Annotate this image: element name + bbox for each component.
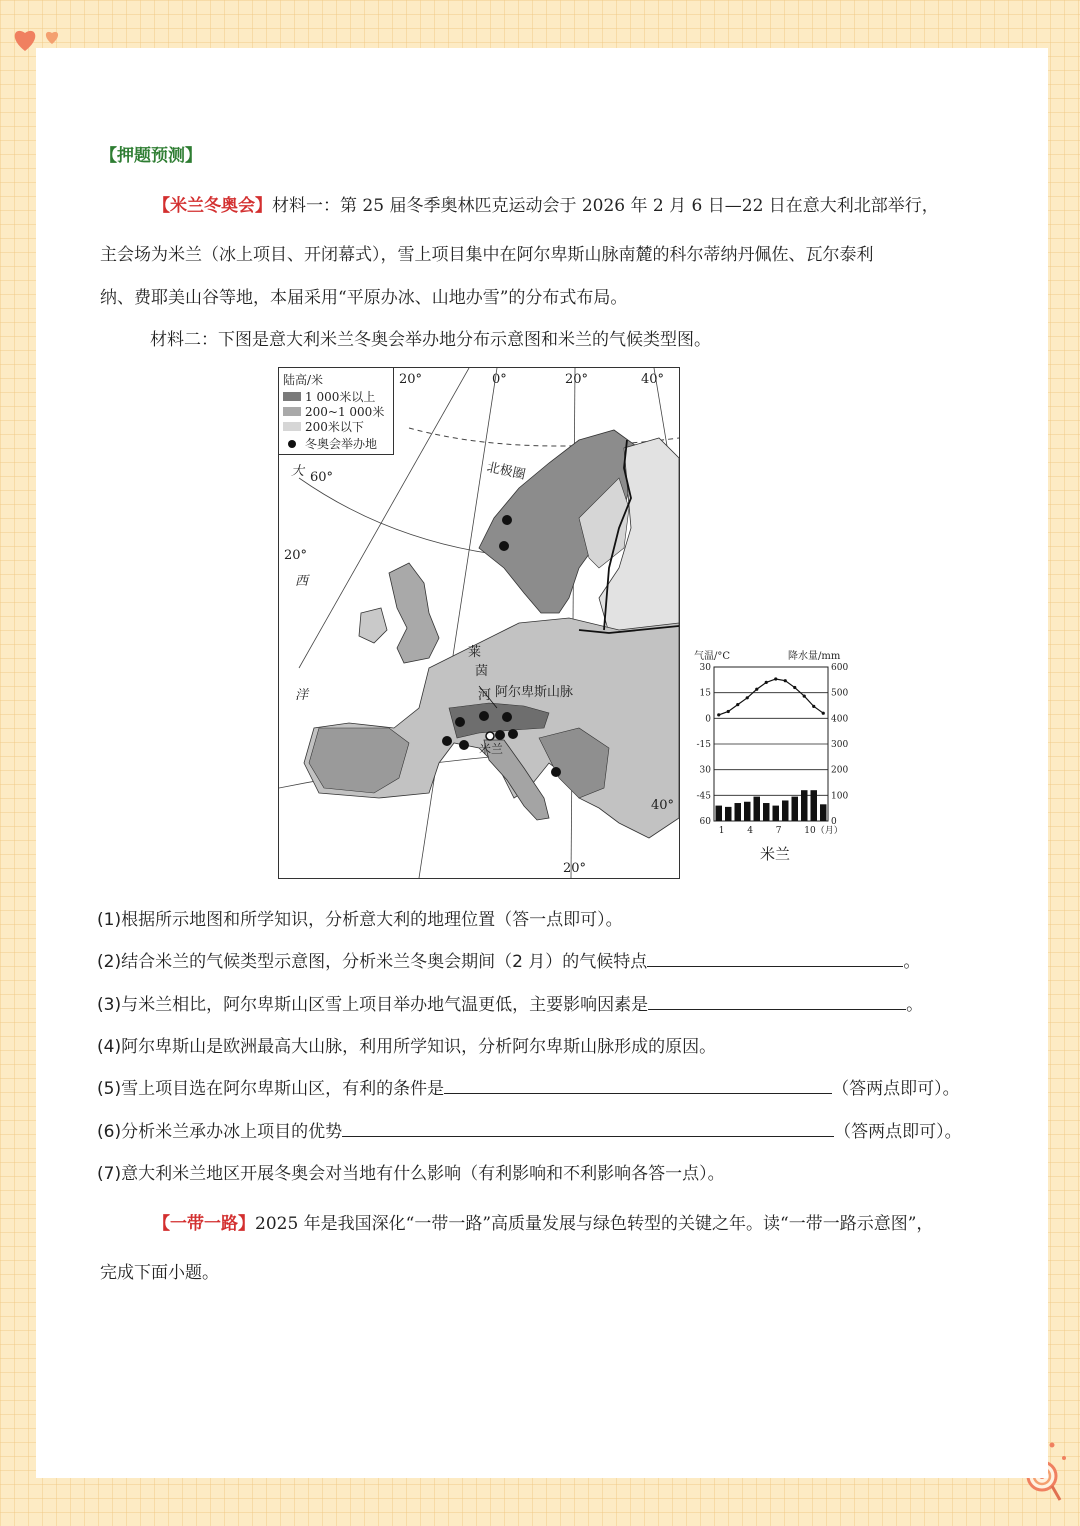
- temperature-point: [717, 713, 720, 716]
- question-7: (7)意大利米兰地区开展冬奥会对当地有什么影响（有利影响和不利影响各答一点）。: [97, 1164, 725, 1184]
- lon-label-40e: 40°: [641, 372, 665, 387]
- precip-bar: [763, 803, 770, 821]
- precip-tick-label: 0: [831, 817, 837, 827]
- temperature-point: [755, 688, 758, 691]
- temp-tick-label: -15: [696, 740, 711, 750]
- temperature-point: [746, 696, 749, 699]
- precip-bar: [801, 790, 808, 821]
- precip-bar: [754, 797, 761, 821]
- precip-bar: [725, 807, 732, 821]
- temperature-point: [765, 681, 768, 684]
- milan-climate-chart: [692, 645, 862, 870]
- legend-swatch-high: [283, 392, 301, 401]
- temp-tick-label: 30: [699, 663, 711, 673]
- rhine-label-char3: 河: [478, 688, 492, 703]
- rhine-label-char2: 茵: [475, 664, 489, 679]
- rhine-label-char1: 莱: [468, 645, 482, 660]
- temperature-line: [719, 679, 824, 715]
- alps-label: 阿尔卑斯山脉: [495, 685, 574, 700]
- precip-bar: [735, 803, 742, 821]
- precip-bar: [782, 800, 789, 821]
- temperature-point: [774, 677, 777, 680]
- precip-tick-label: 200: [831, 765, 849, 776]
- temp-tick-label: 15: [699, 688, 711, 699]
- legend-label-high: 1 000米以上: [305, 390, 376, 404]
- arctic-circle-line: [409, 428, 679, 446]
- material2-paragraph: 材料二：下图是意大利米兰冬奥会举办地分布示意图和米兰的气候类型图。: [150, 330, 711, 350]
- legend-venue-dot-icon: [288, 440, 296, 448]
- precip-bar: [792, 797, 799, 821]
- map-legend: [279, 368, 394, 455]
- precip-axis-label: 降水量/mm: [788, 651, 841, 662]
- lon-label-0: 0°: [492, 372, 507, 387]
- precip-bar: [773, 806, 780, 821]
- legend-label-mid: 200~1 000米: [305, 405, 385, 419]
- ocean-label-char2: 西: [295, 574, 309, 589]
- precip-tick-label: 600: [831, 663, 849, 673]
- climate-chart-svg: [692, 645, 862, 870]
- question-3: (3)与米兰相比，阿尔卑斯山区雪上项目举办地气温更低，主要影响因素是 。: [97, 995, 924, 1015]
- legend-swatch-mid: [283, 407, 301, 416]
- answer-blank-2[interactable]: [647, 952, 903, 967]
- temperature-point: [793, 686, 796, 689]
- precip-bar: [820, 804, 827, 821]
- topic1-paragraph-line3: 纳、费耶美山谷等地，本届采用“平原办冰、山地办雪”的分布式布局。: [100, 288, 628, 308]
- topic1-paragraph-line1: 【米兰冬奥会】材料一：第 25 届冬季奥林匹克运动会于 2026 年 2 月 6 日—22 日在意大利北部举行，: [153, 196, 939, 216]
- lon-label-20e-bottom: 20°: [563, 861, 587, 876]
- lat-label-60: 60°: [310, 470, 334, 485]
- temp-axis-label: 气温/°C: [694, 651, 731, 662]
- arctic-circle-label: 北极圈: [485, 460, 527, 483]
- question-5: (5)雪上项目选在阿尔卑斯山区，有利的条件是 （答两点即可）。: [97, 1079, 960, 1099]
- topic2-paragraph-line2: 完成下面小题。: [100, 1263, 219, 1283]
- ocean-label-char1: 大: [291, 464, 305, 479]
- legend-swatch-low: [283, 422, 301, 431]
- europe-map: [278, 367, 680, 879]
- answer-blank-6[interactable]: [342, 1122, 834, 1137]
- temperature-point: [803, 694, 806, 697]
- temp-tick-label: -45: [696, 791, 711, 802]
- precip-tick-label: 100: [831, 791, 849, 802]
- month-tick-label: 10（月）: [804, 826, 843, 836]
- answer-blank-5[interactable]: [444, 1079, 832, 1094]
- lon-label-20e: 20°: [565, 372, 589, 387]
- british-isles-landmass: [389, 563, 439, 663]
- temp-tick-label: 60: [699, 817, 711, 827]
- section-tag: 【押题预测】: [100, 146, 202, 166]
- topic1-tag: 【米兰冬奥会】: [153, 196, 272, 216]
- month-tick-label: 1: [718, 826, 725, 836]
- topic2-paragraph-line1: 【一带一路】2025 年是我国深化“一带一路”高质量发展与绿色转型的关键之年。读“一带一路示意图”，: [153, 1214, 934, 1234]
- question-6: (6)分析米兰承办冰上项目的优势 （答两点即可）。: [97, 1122, 962, 1142]
- month-tick-label: 7: [775, 826, 782, 836]
- temperature-point: [812, 705, 815, 708]
- precip-bar: [716, 806, 723, 821]
- month-tick-label: 4: [747, 826, 753, 836]
- temperature-point: [822, 712, 825, 715]
- ocean-label-char3: 洋: [295, 688, 309, 703]
- question-2: (2)结合米兰的气候类型示意图，分析米兰冬奥会期间（2 月）的气候特点 。: [97, 952, 921, 972]
- milan-map-label: 米兰: [479, 742, 504, 756]
- milan-marker: [486, 732, 494, 740]
- topic1-paragraph-line2: 主会场为米兰（冰上项目、开闭幕式），雪上项目集中在阿尔卑斯山脉南麓的科尔蒂纳丹佩佐、瓦尔泰利: [100, 245, 874, 265]
- legend-title: 陆高/米: [283, 373, 324, 387]
- precip-bar: [744, 802, 751, 821]
- question-1: (1)根据所示地图和所学知识，分析意大利的地理位置（答一点即可）。: [97, 910, 623, 930]
- precip-bar: [811, 790, 818, 821]
- precip-tick-label: 400: [831, 714, 849, 725]
- temperature-point: [727, 710, 730, 713]
- precip-tick-label: 300: [831, 740, 849, 750]
- legend-label-venue: 冬奥会举办地: [305, 437, 378, 451]
- temp-tick-label: 0: [705, 714, 711, 725]
- lon-label-40e-bottom: 40°: [651, 798, 675, 813]
- lat-label-20: 20°: [284, 548, 308, 563]
- temperature-point: [736, 703, 739, 706]
- temp-tick-label: 30: [699, 765, 711, 776]
- topic2-tag: 【一带一路】: [153, 1214, 255, 1234]
- question-4: (4)阿尔卑斯山是欧洲最高大山脉，利用所学知识，分析阿尔卑斯山脉形成的原因。: [97, 1037, 717, 1057]
- precip-tick-label: 500: [831, 688, 849, 699]
- climate-city-label: 米兰: [760, 845, 791, 863]
- lon-label-20w: 20°: [399, 372, 423, 387]
- answer-blank-3[interactable]: [648, 995, 906, 1010]
- legend-label-low: 200米以下: [305, 420, 364, 434]
- temperature-point: [784, 679, 787, 682]
